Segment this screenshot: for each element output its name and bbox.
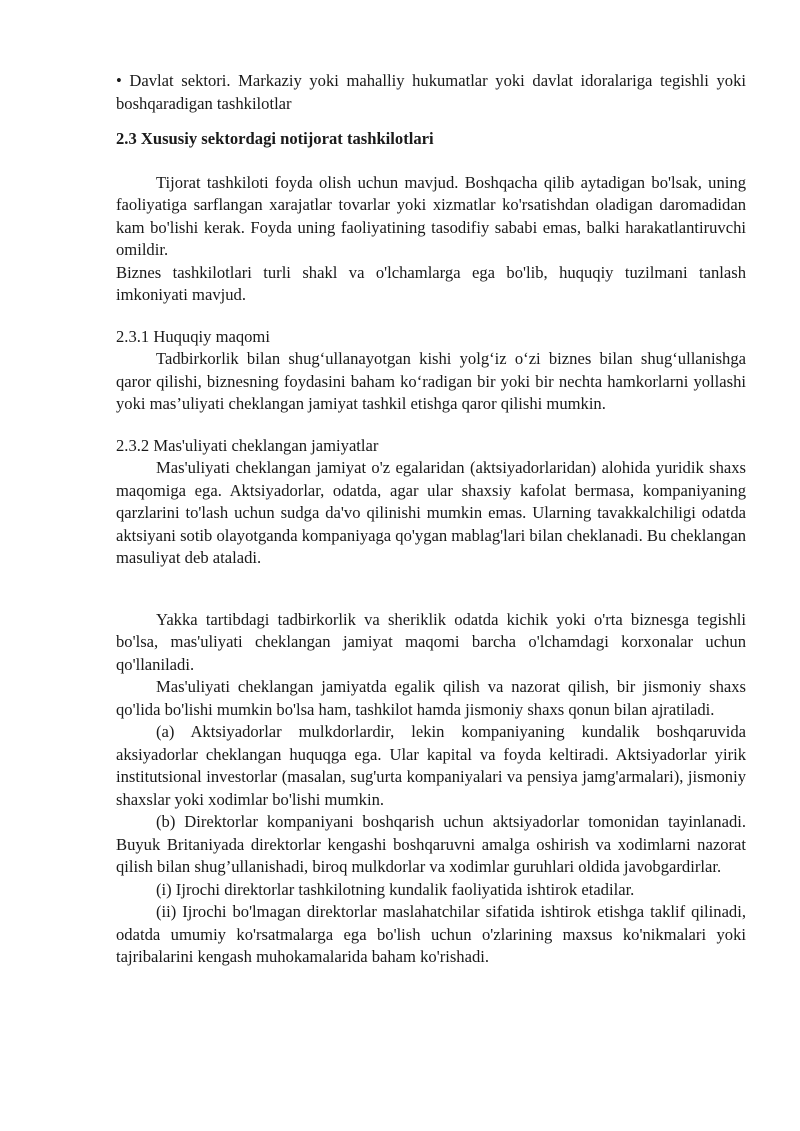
spacer [116, 307, 746, 326]
section-heading-2-3-2: 2.3.2 Mas'uliyati cheklangan jamiyatlar [116, 435, 379, 455]
paragraph-business-forms: Biznes tashkilotlari turli shakl va o'lchamlarga ega bo'lib, huquqiy tuzilmani tanlash imkoniyati mavjud. [116, 262, 746, 304]
spacer [116, 570, 746, 609]
paragraph-legal-status: Tadbirkorlik bilan shug‘ullanayotgan kishi yolg‘iz o‘zi biznes bilan shug‘ullanishga qaror qilishi, biznesning foydasini baham ko‘radigan bir yoki bir nechta hamkorlarni yollashi yoki mas’uliyati cheklangan jamiyat tashkil etishga qaror qilishi mumkin. [116, 349, 746, 413]
paragraph-limited-liability: Mas'uliyati cheklangan jamiyat o'z egalaridan (aktsiyadorlaridan) alohida yuridik shaxs maqomiga ega. Aktsiyadorlar, odatda, agar ular shaxsiy kafolat bermasa, kompaniyaning qarzlarini to'lash uchun sudga da'vo qilinishi mumkin emas. Ularning tavakkalchiligi odatda aktsiyani sotib olayotganda kompaniyaga qo'ygan mablag'lari bilan cheklanadi. Bu cheklangan masuliyat deb ataladi. [116, 458, 746, 567]
bullet-state-sector: • Davlat sektori. Markaziy yoki mahalliy hukumatlar yoki davlat idoralariga tegishli yoki boshqaradigan tashkilotlar [116, 71, 746, 113]
paragraph-sole-trader: Yakka tartibdagi tadbirkorlik va sheriklik odatda kichik yoki o'rta biznesga tegishli bo'lsa, mas'uliyati cheklangan jamiyat maqomi barcha o'lchamdagi korxonalar uchun qo'llaniladi. [116, 609, 746, 674]
list-item-b: (b) Direktorlar kompaniyani boshqarish uchun aktsiyadorlar tomonidan tayinlanadi. Buyuk Britaniyada direktorlar kengashi boshqaruvni amalga oshirish va xodimlarni nazorat qilish bilan shug’ullanishadi, biroq mulkdorlar va xodimlar guruhlari oldida javobgardirlar. [116, 812, 746, 876]
spacer [116, 416, 746, 435]
list-item-ii: (ii) Ijrochi bo'lmagan direktorlar maslahatchilar sifatida ishtirok etishga taklif qilinadi, odatda umumiy ko'rsatmalarga ega bo'lish uchun o'zlarining maxsus ko'nikmalari yoki tajribalarini kengash muhokamalarida baham ko'rishadi. [116, 902, 746, 966]
paragraph-ownership-control: Mas'uliyati cheklangan jamiyatda egalik qilish va nazorat qilish, bir jismoniy shaxs qo'lida bo'lishi mumkin bo'lsa ham, tashkilot hamda jismoniy shaxs qonun bilan ajratiladi. [116, 677, 746, 719]
list-item-a: (a) Aktsiyadorlar mulkdorlardir, lekin kompaniyaning kundalik boshqaruvida aksiyadorlar cheklangan huquqga ega. Ular kapital va foyda keltiradi. Aktsiyadorlar yirik institutsional investorlar (masalan, sug'urta kompaniyalari va pensiya jamg'armalari), jismoniy shaxslar yoki xodimlar bo'lishi mumkin. [116, 722, 746, 809]
section-heading-2-3-1: 2.3.1 Huquqiy maqomi [116, 326, 270, 346]
section-heading-2-3: 2.3 Xususiy sektordagi notijorat tashkilotlari [116, 129, 434, 148]
paragraph-commercial-org: Tijorat tashkiloti foyda olish uchun mavjud. Boshqacha qilib aytadigan bo'lsak, uning faoliyatiga sarflangan xarajatlar tovarlar yoki xizmatlar ko'rsatishdan oladigan daromadidan kam bo'lishi kerak. Foyda uning faoliyatining tasodifiy sababi emas, balki harakatlantiruvchi omildir. [116, 172, 746, 259]
list-item-i: (i) Ijrochi direktorlar tashkilotning kundalik faoliyatida ishtirok etadilar. [156, 879, 635, 899]
